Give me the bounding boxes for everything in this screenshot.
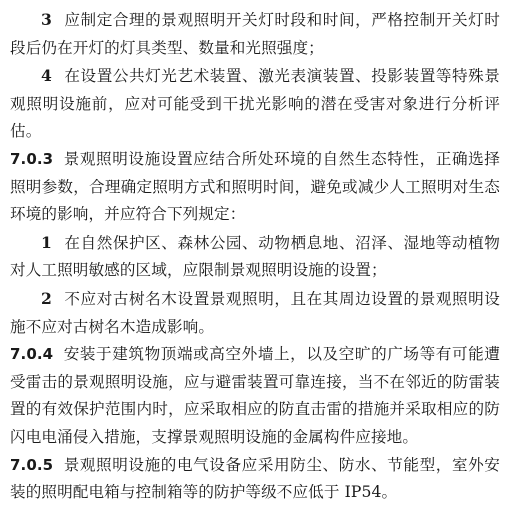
item-text: 在自然保护区、森林公园、动物栖息地、沼泽、湿地等动植物对人工照明敏感的区域，应限制景观照明设施的设置；: [10, 233, 500, 280]
item-number: 3: [41, 10, 52, 29]
clause-text: 景观照明设施设置应结合所处环境的自然生态特性，正确选择照明参数，合理确定照明方式和照明时间，避免或减少人工照明对生态环境的影响，并应符合下列规定：: [10, 149, 500, 224]
item-paragraph: [10, 6, 500, 62]
item-paragraph: [10, 229, 500, 285]
item-text: 不应对古树名木设置景观照明，且在其周边设置的景观照明设施不应对古树名木造成影响。: [10, 289, 500, 336]
item-text: 在设置公共灯光艺术装置、激光表演装置、投影装置等特殊景观照明设施前，应对可能受到干扰光影响的潜在受害对象进行分析评估。: [10, 67, 500, 141]
item-paragraph: [10, 62, 500, 146]
item-number: 2: [41, 288, 52, 308]
clause-text: 景观照明设施的电气设备应采用防尘、防水、节能型，室外安装的照明配电箱与控制箱等的防护等级不应低于 IP54。: [10, 455, 500, 502]
item-number: 4: [41, 66, 52, 86]
clause-number: 7.0.5: [10, 455, 54, 474]
clause-number: 7.0.4: [10, 345, 54, 364]
clause-number: 7.0.3: [10, 149, 54, 168]
item-text: 应制定合理的景观照明开关灯时段和时间，严格控制开关灯时段后仍在开灯的灯具类型、数量和光照强度；: [10, 11, 500, 57]
clause-paragraph: [10, 341, 500, 451]
clause-paragraph: [10, 146, 500, 229]
item-number: 1: [41, 232, 52, 252]
clause-text: 安装于建筑物顶端或高空外墙上，以及空旷的广场等有可能遭受雷击的景观照明设施，应与避雷装置可靠连接，当不在邻近的防雷装置的有效保护范围内时，应采取相应的防直击雷的措施并采取相应的防闪电电涌侵入措施，支撑景观照明设施的金属构件应接地。: [10, 345, 500, 446]
item-paragraph: [10, 285, 500, 341]
clause-paragraph: [10, 452, 500, 507]
